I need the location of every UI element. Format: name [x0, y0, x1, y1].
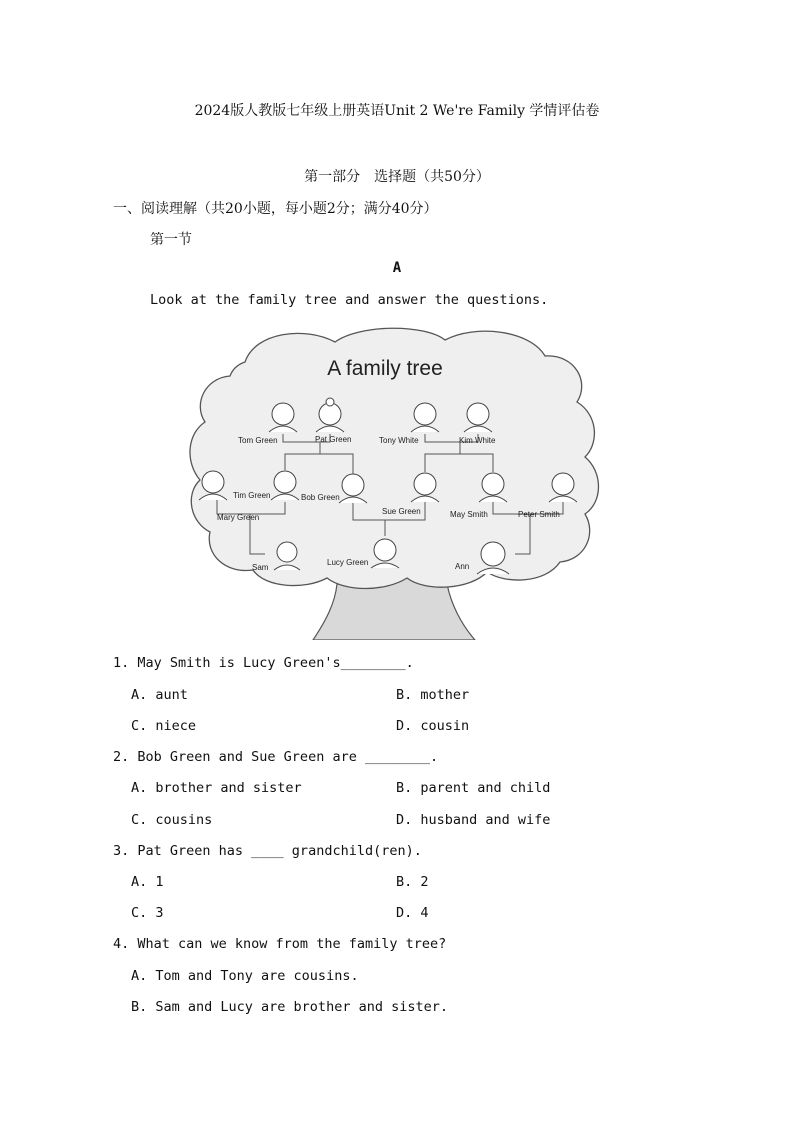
- question-1-option-a[interactable]: A. aunt: [131, 687, 188, 703]
- passage-label: A: [392, 260, 402, 276]
- question-4-option-a[interactable]: A. Tom and Tony are cousins.: [131, 968, 359, 984]
- question-4-option-b[interactable]: B. Sam and Lucy are brother and sister.: [131, 999, 448, 1015]
- name-kim-white: Kim White: [459, 436, 496, 445]
- question-3-option-c[interactable]: C. 3: [131, 905, 164, 921]
- question-3-option-a[interactable]: A. 1: [131, 874, 164, 890]
- question-3-stem: 3. Pat Green has ____ grandchild(ren).: [113, 843, 422, 859]
- name-bob-green: Bob Green: [301, 493, 340, 502]
- question-3-option-b[interactable]: B. 2: [396, 874, 429, 890]
- question-4-stem: 4. What can we know from the family tree?: [113, 936, 447, 952]
- name-peter-smith: Peter Smith: [518, 510, 560, 519]
- part-heading: 第一部分 选择题（共50分）: [304, 169, 490, 185]
- name-pat-green: Pat Green: [315, 435, 352, 444]
- question-1-option-d[interactable]: D. cousin: [396, 718, 470, 734]
- question-2-option-b[interactable]: B. parent and child: [396, 780, 551, 796]
- question-3-option-d[interactable]: D. 4: [396, 905, 429, 921]
- name-tom-green: Tom Green: [238, 436, 278, 445]
- question-1-option-b[interactable]: B. mother: [396, 687, 470, 703]
- question-1-option-c[interactable]: C. niece: [131, 718, 197, 734]
- question-2-option-c[interactable]: C. cousins: [131, 812, 213, 828]
- question-2-option-a[interactable]: A. brother and sister: [131, 780, 302, 796]
- question-2-option-d[interactable]: D. husband and wife: [396, 812, 551, 828]
- family-tree-figure: [185, 322, 605, 640]
- name-sam: Sam: [252, 563, 269, 572]
- subsection-heading: 第一节: [150, 232, 192, 248]
- passage-instruction: Look at the family tree and answer the questions.: [150, 292, 549, 308]
- name-lucy-green: Lucy Green: [327, 558, 369, 567]
- tree-title: A family tree: [327, 357, 443, 380]
- section-heading: 一、阅读理解（共20小题，每小题2分；满分40分）: [113, 201, 438, 217]
- question-2-stem: 2. Bob Green and Sue Green are ________.: [113, 749, 439, 765]
- name-ann: Ann: [455, 562, 470, 571]
- name-sue-green: Sue Green: [382, 507, 421, 516]
- name-mary-green: Mary Green: [217, 513, 260, 522]
- name-tim-green: Tim Green: [233, 491, 271, 500]
- document-title: 2024版人教版七年级上册英语Unit 2 We're Family 学情评估卷: [194, 103, 600, 119]
- name-may-smith: May Smith: [450, 510, 488, 519]
- question-1-stem: 1. May Smith is Lucy Green's________.: [113, 655, 414, 671]
- name-tony-white: Tony White: [379, 436, 419, 445]
